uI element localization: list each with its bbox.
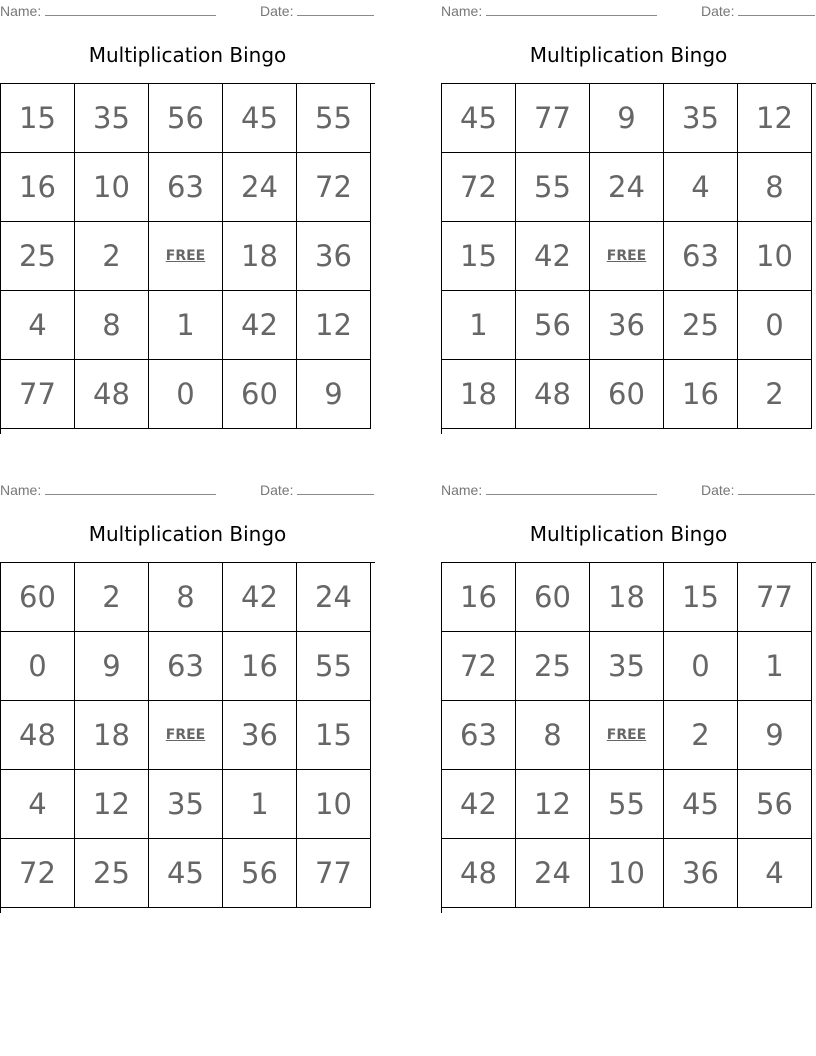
bingo-cell: 77 [738, 563, 812, 632]
bingo-cell: 8 [738, 153, 812, 222]
bingo-cell: 2 [738, 360, 812, 429]
bingo-cell: 12 [297, 291, 371, 360]
bingo-cell: 55 [297, 632, 371, 701]
bingo-cell: 18 [223, 222, 297, 291]
bingo-cell: 2 [664, 701, 738, 770]
bingo-grid [0, 83, 375, 434]
bingo-cell: 25 [516, 632, 590, 701]
bingo-cell: 35 [590, 632, 664, 701]
bingo-cell: 42 [516, 222, 590, 291]
bingo-cell: 24 [516, 839, 590, 908]
bingo-cell: 55 [516, 153, 590, 222]
bingo-cell: 48 [1, 701, 75, 770]
date-line [738, 482, 815, 495]
bingo-cell: 12 [75, 770, 149, 839]
card-header [0, 482, 375, 498]
name-field [441, 3, 657, 19]
card-title: Multiplication Bingo [88, 43, 287, 67]
bingo-cell: 8 [75, 291, 149, 360]
bingo-cell: 9 [75, 632, 149, 701]
bingo-cell: 63 [149, 632, 223, 701]
bingo-cell: 45 [149, 839, 223, 908]
bingo-cell: 56 [223, 839, 297, 908]
bingo-cell: 10 [590, 839, 664, 908]
bingo-cell: 35 [664, 84, 738, 153]
bingo-cell: 60 [223, 360, 297, 429]
bingo-cell: 1 [738, 632, 812, 701]
bingo-grid [0, 562, 375, 913]
bingo-cell: 4 [738, 839, 812, 908]
bingo-cell: 10 [75, 153, 149, 222]
bingo-cell: 9 [297, 360, 371, 429]
bingo-cell: 36 [664, 839, 738, 908]
card-header [441, 482, 816, 498]
bingo-cell: 1 [223, 770, 297, 839]
bingo-cell: 4 [1, 770, 75, 839]
date-line [297, 482, 374, 495]
free-space-cell: FREE [590, 701, 664, 770]
name-field [0, 482, 216, 498]
bingo-cell: 63 [664, 222, 738, 291]
bingo-cell: 55 [590, 770, 664, 839]
name-line [45, 482, 216, 495]
bingo-cell: 1 [442, 291, 516, 360]
bingo-cell: 12 [738, 84, 812, 153]
bingo-cell: 2 [75, 563, 149, 632]
bingo-cell: 48 [442, 839, 516, 908]
bingo-cell: 55 [297, 84, 371, 153]
bingo-grid [441, 562, 816, 913]
bingo-cell: 45 [223, 84, 297, 153]
bingo-cell: 15 [442, 222, 516, 291]
bingo-cell: 56 [149, 84, 223, 153]
bingo-cell: 10 [297, 770, 371, 839]
bingo-cell: 16 [664, 360, 738, 429]
date-label: Date: [701, 3, 735, 19]
bingo-cell: 18 [590, 563, 664, 632]
date-line [297, 3, 374, 16]
name-label: Name: [441, 482, 483, 498]
bingo-cell: 0 [1, 632, 75, 701]
bingo-cell: 45 [664, 770, 738, 839]
bingo-cell: 63 [442, 701, 516, 770]
bingo-cell: 0 [738, 291, 812, 360]
name-label: Name: [0, 3, 42, 19]
name-line [486, 3, 657, 16]
free-space-cell: FREE [149, 222, 223, 291]
bingo-cell: 16 [223, 632, 297, 701]
bingo-cell: 42 [442, 770, 516, 839]
bingo-cell: 18 [442, 360, 516, 429]
free-space-cell: FREE [590, 222, 664, 291]
bingo-cell: 45 [442, 84, 516, 153]
bingo-cell: 8 [516, 701, 590, 770]
card-title: Multiplication Bingo [529, 43, 728, 67]
bingo-cell: 77 [1, 360, 75, 429]
bingo-cell: 9 [738, 701, 812, 770]
bingo-cell: 15 [297, 701, 371, 770]
bingo-cell: 0 [149, 360, 223, 429]
bingo-cell: 35 [149, 770, 223, 839]
bingo-cell: 77 [516, 84, 590, 153]
date-field [260, 3, 374, 19]
bingo-cell: 36 [590, 291, 664, 360]
date-label: Date: [701, 482, 735, 498]
bingo-cell: 72 [442, 632, 516, 701]
bingo-cell: 4 [664, 153, 738, 222]
bingo-cell: 2 [75, 222, 149, 291]
name-field [0, 3, 216, 19]
bingo-cell: 42 [223, 563, 297, 632]
bingo-cell: 77 [297, 839, 371, 908]
bingo-cell: 24 [297, 563, 371, 632]
bingo-cell: 25 [664, 291, 738, 360]
bingo-cell: 36 [297, 222, 371, 291]
bingo-cell: 48 [516, 360, 590, 429]
bingo-cell: 42 [223, 291, 297, 360]
name-field [441, 482, 657, 498]
bingo-cell: 4 [1, 291, 75, 360]
bingo-cell: 25 [1, 222, 75, 291]
bingo-grid [441, 83, 816, 434]
date-field [260, 482, 374, 498]
bingo-cell: 15 [664, 563, 738, 632]
bingo-card [441, 479, 816, 913]
bingo-cell: 16 [442, 563, 516, 632]
card-header [441, 3, 816, 19]
bingo-cell: 35 [75, 84, 149, 153]
bingo-cell: 72 [297, 153, 371, 222]
date-line [738, 3, 815, 16]
bingo-cell: 72 [442, 153, 516, 222]
bingo-cell: 56 [516, 291, 590, 360]
free-space-cell: FREE [149, 701, 223, 770]
date-field [701, 482, 815, 498]
date-label: Date: [260, 3, 294, 19]
name-label: Name: [0, 482, 42, 498]
bingo-cell: 9 [590, 84, 664, 153]
date-field [701, 3, 815, 19]
name-label: Name: [441, 3, 483, 19]
bingo-cell: 36 [223, 701, 297, 770]
bingo-cell: 24 [223, 153, 297, 222]
bingo-card [441, 0, 816, 434]
bingo-cell: 25 [75, 839, 149, 908]
bingo-cell: 48 [75, 360, 149, 429]
date-label: Date: [260, 482, 294, 498]
bingo-cell: 60 [1, 563, 75, 632]
bingo-cell: 10 [738, 222, 812, 291]
name-line [486, 482, 657, 495]
card-header [0, 3, 375, 19]
name-line [45, 3, 216, 16]
bingo-cell: 72 [1, 839, 75, 908]
bingo-card [0, 0, 375, 434]
bingo-cell: 1 [149, 291, 223, 360]
bingo-cell: 16 [1, 153, 75, 222]
bingo-card [0, 479, 375, 913]
bingo-cell: 63 [149, 153, 223, 222]
bingo-cell: 60 [516, 563, 590, 632]
bingo-cell: 0 [664, 632, 738, 701]
bingo-cell: 15 [1, 84, 75, 153]
bingo-cell: 18 [75, 701, 149, 770]
bingo-cell: 8 [149, 563, 223, 632]
bingo-cell: 60 [590, 360, 664, 429]
card-title: Multiplication Bingo [529, 522, 728, 546]
bingo-cell: 12 [516, 770, 590, 839]
bingo-cell: 56 [738, 770, 812, 839]
bingo-cell: 24 [590, 153, 664, 222]
card-title: Multiplication Bingo [88, 522, 287, 546]
